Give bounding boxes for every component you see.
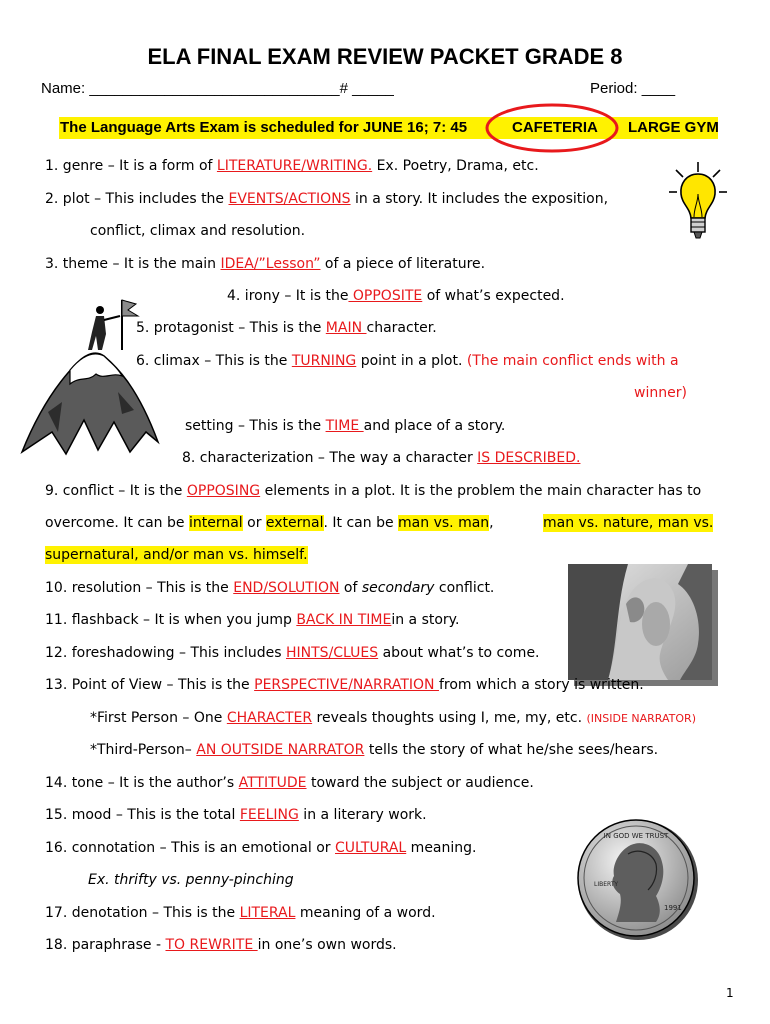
item-14-tone: 14. tone – It is the author’s ATTITUDE toward the subject or audience. [45, 775, 534, 791]
coin-liberty: LIBERTY [594, 881, 619, 888]
answer: BACK IN TIME [296, 612, 392, 628]
exam-notice: The Language Arts Exam is scheduled for JUNE 16; 7: 45 [60, 119, 468, 136]
coin-year: 1991 [664, 904, 682, 912]
item-13-third-person: *Third-Person– AN OUTSIDE NARRATOR tells the story of what he/she sees/hears. [90, 742, 659, 758]
item-10-resolution: 10. resolution – This is the END/SOLUTION of secondary conflict. [45, 580, 495, 596]
item-15-mood: 15. mood – This is the total FEELING in a literary work. [45, 807, 427, 823]
answer: FEELING [239, 807, 299, 823]
answer: MAIN [325, 320, 367, 336]
item-3-theme: 3. theme – It is the main IDEA/”Lesson” of a piece of literature. [45, 256, 486, 272]
item-9-types-b: supernatural, and/or man vs. himself. [45, 547, 308, 563]
item-13-first-person: *First Person – One CHARACTER reveals thoughts using I, me, my, etc. (INSIDE NARRATOR) [90, 710, 696, 726]
answer: AN OUTSIDE NARRATOR [196, 742, 365, 758]
item-13-point-of-view: 13. Point of View – This is the PERSPECTIVE/NARRATION from which a story is written. [45, 677, 644, 693]
coin-motto: IN GOD WE TRUST [603, 832, 669, 840]
whisper-photo-icon [568, 564, 720, 688]
answer: PERSPECTIVE/NARRATION [254, 677, 439, 693]
item-12-foreshadowing: 12. foreshadowing – This includes HINTS/CLUES about what’s to come. [45, 645, 540, 661]
answer: EVENTS/ACTIONS [228, 191, 351, 207]
item-9-line-2: overcome. It can be internal or external. It can be man vs. man, [45, 515, 494, 531]
red-circle-annotation [484, 101, 620, 155]
answer: OPPOSITE [348, 288, 423, 304]
note: (The main conflict ends with a [466, 353, 679, 369]
answer: CULTURAL [335, 840, 407, 856]
item-2-continued: conflict, climax and resolution. [90, 223, 306, 239]
answer: HINTS/CLUES [286, 645, 379, 661]
answer: IDEA/”Lesson” [220, 256, 321, 272]
item-2-plot: 2. plot – This includes the EVENTS/ACTIONS in a story. It includes the exposition, [45, 191, 609, 207]
page-title: ELA FINAL EXAM REVIEW PACKET GRADE 8 [147, 44, 623, 69]
item-8-characterization: 8. characterization – The way a character IS DESCRIBED. [182, 450, 581, 466]
answer: ATTITUDE [238, 775, 307, 791]
item-5-protagonist: 5. protagonist – This is the MAIN character. [136, 320, 437, 336]
mountain-climber-icon [18, 292, 178, 457]
answer: TURNING [291, 353, 357, 369]
page-number: 1 [726, 986, 734, 1000]
answer: TIME [325, 418, 364, 434]
item-1-genre: 1. genre – It is a form of LITERATURE/WRITING. Ex. Poetry, Drama, etc. [45, 158, 539, 174]
exam-location-cafeteria: CAFETERIA [512, 119, 598, 136]
item-9-types-a: man vs. nature, man vs. [543, 515, 714, 531]
answer: TO REWRITE [165, 937, 258, 953]
item-16-connotation: 16. connotation – This is an emotional or CULTURAL meaning. [45, 840, 477, 856]
answer: LITERAL [239, 905, 296, 921]
answer: CHARACTER [226, 710, 313, 726]
period-line: Period: ____ [590, 80, 676, 97]
exam-location-large-gym: LARGE GYM [628, 119, 719, 136]
lightbulb-icon [668, 160, 728, 242]
answer: IS DESCRIBED. [477, 450, 581, 466]
name-line: Name: ______________________________# _____ [41, 80, 394, 97]
penny-coin-icon [576, 818, 700, 942]
item-4-irony: 4. irony – It is the OPPOSITE of what’s expected. [227, 288, 565, 304]
item-18-paraphrase: 18. paraphrase - TO REWRITE in one’s own words. [45, 937, 397, 953]
answer: OPPOSING [186, 483, 261, 499]
item-16-example: Ex. thrifty vs. penny-pinching [88, 872, 294, 888]
item-11-flashback: 11. flashback – It is when you jump BACK IN TIMEin a story. [45, 612, 460, 628]
item-7-setting: setting – This is the TIME and place of a story. [185, 418, 506, 434]
item-17-denotation: 17. denotation – This is the LITERAL meaning of a word. [45, 905, 436, 921]
item-9-conflict: 9. conflict – It is the OPPOSING elements in a plot. It is the problem the main character has to [45, 483, 702, 499]
answer: END/SOLUTION [233, 580, 340, 596]
item-6-climax: 6. climax – This is the TURNING point in a plot. (The main conflict ends with a [136, 353, 679, 369]
item-6-note-continued: winner) [634, 385, 687, 401]
answer: LITERATURE/WRITING. [216, 158, 373, 174]
